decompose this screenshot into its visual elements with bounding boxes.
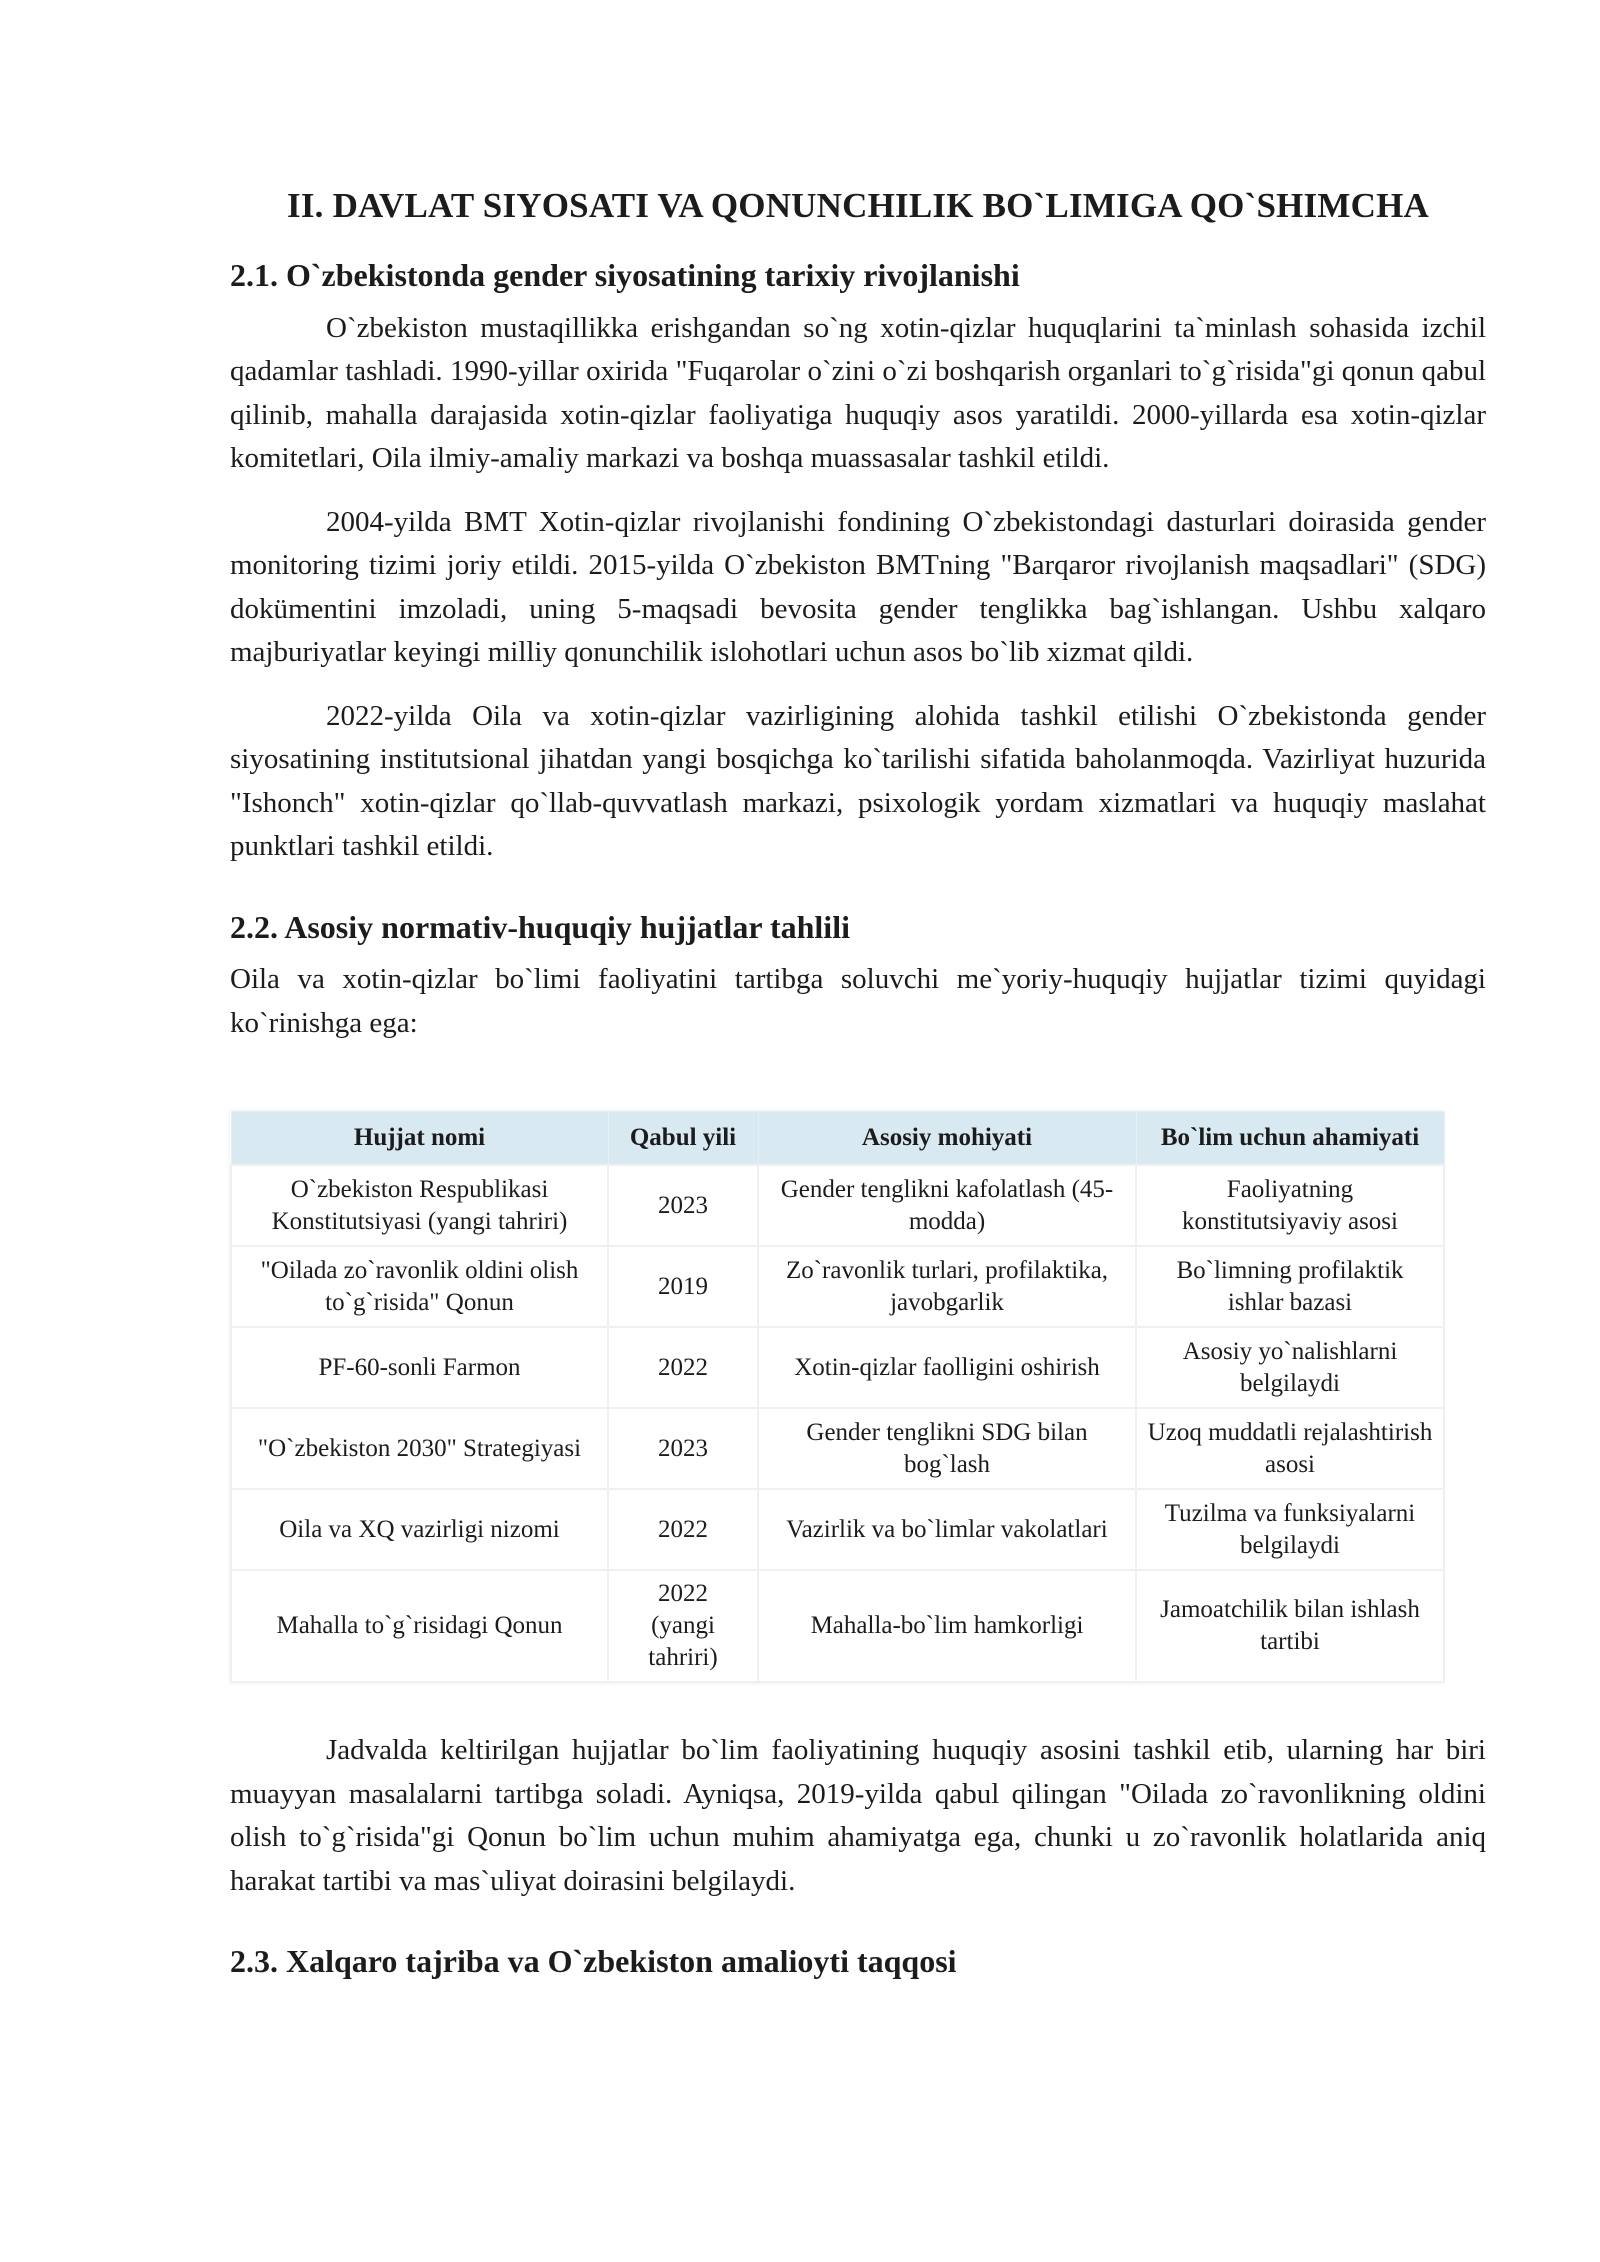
table-header-row xyxy=(231,1112,1444,1166)
paragraph: Jadvalda keltirilgan hujjatlar bo`lim faoliyatining huquqiy asosini tashkil etib, ularning har biri muayyan masalalarni tartibga soladi. Ayniqsa, 2019-yilda qabul qilingan "Oilada zo`ravonlikning oldini olish to`g`risida"gi Qonun bo`lim uchun muhim ahamiyatga ega, chunki u zo`ravonlik holatlarida aniq harakat tartibi va mas`uliyat doirasini belgilaydi. xyxy=(230,1734,1486,1897)
documents-table xyxy=(230,1111,1445,1683)
table-cell: "O`zbekiston 2030" Strategiyasi xyxy=(231,1408,608,1489)
table-cell: 2023 xyxy=(608,1408,758,1489)
column-header: Qabul yili xyxy=(608,1112,758,1166)
paragraph: 2004-yilda BMT Xotin-qizlar rivojlanishi fondining O`zbekistondagi dasturlari doirasida gender monitoring tizimi joriy etildi. 2015-yilda O`zbekiston BMTning "Barqaror rivojlanish maqsadlari" (SDG) dokümentini imzoladi, uning 5-maqsadi bevosita gender tenglikka bag`ishlangan. Ushbu xalqaro majburiyatlar keyingi milliy qonunchilik islohotlari uchun asos bo`lib xizmat qildi. xyxy=(230,505,1486,669)
document-title: II. DAVLAT SIYOSATI VA QONUNCHILIK BO`LIMIGA QO`SHIMCHA xyxy=(287,186,1429,225)
column-header: Hujjat nomi xyxy=(231,1112,608,1166)
table-row xyxy=(231,1489,1444,1570)
table-cell: 2019 xyxy=(608,1246,758,1327)
section-heading-2-1: 2.1. O`zbekistonda gender siyosatining tarixiy rivojlanishi xyxy=(230,257,1020,293)
table-cell: 2023 xyxy=(608,1165,758,1246)
table-cell: Faoliyatning konstitutsiyaviy asosi xyxy=(1136,1165,1444,1246)
table-cell: Bo`limning profilaktik ishlar bazasi xyxy=(1136,1246,1444,1327)
column-header: Bo`lim uchun ahamiyati xyxy=(1136,1112,1444,1166)
table-row xyxy=(231,1570,1444,1682)
table-row xyxy=(231,1246,1444,1327)
column-header: Asosiy mohiyati xyxy=(758,1112,1136,1166)
table-cell: Mahalla to`g`risidagi Qonun xyxy=(231,1570,608,1682)
table-cell: Jamoatchilik bilan ishlash tartibi xyxy=(1136,1570,1444,1682)
table-cell: Zo`ravonlik turlari, profilaktika, javobgarlik xyxy=(758,1246,1136,1327)
table-cell: Gender tenglikni kafolatlash (45-modda) xyxy=(758,1165,1136,1246)
paragraph: 2022-yilda Oila va xotin-qizlar vazirligining alohida tashkil etilishi O`zbekistonda gender siyosatining institutsional jihatdan yangi bosqichga ko`tarilishi sifatida baholanmoqda. Vazirliyat huzurida "Ishonch" xotin-qizlar qo`llab-quvvatlash markazi, psixologik yordam xizmatlari va huquqiy maslahat punktlari tashkil etildi. xyxy=(230,699,1486,863)
table-cell: Tuzilma va funksiyalarni belgilaydi xyxy=(1136,1489,1444,1570)
table-cell: Vazirlik va bo`limlar vakolatlari xyxy=(758,1489,1136,1570)
section-intro: Oila va xotin-qizlar bo`limi faoliyatini tartibga soluvchi me`yoriy-huquqiy hujjatlar tizimi quyidagi ko`rinishga ega: xyxy=(230,963,1486,1039)
paragraph: O`zbekiston mustaqillikka erishgandan so`ng xotin-qizlar huquqlarini ta`minlash sohasida izchil qadamlar tashladi. 1990-yillar oxirida "Fuqarolar o`zini o`zi boshqarish organlari to`g`risida"gi qonun qabul qilinib, mahalla darajasida xotin-qizlar faoliyatiga huquqiy asos yaratildi. 2000-yillarda esa xotin-qizlar komitetlari, Oila ilmiy-amaliy markazi va boshqa muassasalar tashkil etildi. xyxy=(230,311,1486,475)
table-row xyxy=(231,1408,1444,1489)
documents-table-container xyxy=(230,1111,1443,1683)
table-cell: Asosiy yo`nalishlarni belgilaydi xyxy=(1136,1327,1444,1408)
section-heading-2-3: 2.3. Xalqaro tajriba va O`zbekiston amalioyti taqqosi xyxy=(230,1943,957,1980)
section-heading-2-2: 2.2. Asosiy normativ-huquqiy hujjatlar tahlili xyxy=(230,908,850,945)
table-cell: 2022 xyxy=(608,1327,758,1408)
table-cell: Gender tenglikni SDG bilan bog`lash xyxy=(758,1408,1136,1489)
table-cell: Oila va XQ vazirligi nizomi xyxy=(231,1489,608,1570)
table-cell: 2022 (yangi tahriri) xyxy=(608,1570,758,1682)
table-cell: PF-60-sonli Farmon xyxy=(231,1327,608,1408)
table-cell: Uzoq muddatli rejalashtirish asosi xyxy=(1136,1408,1444,1489)
document-page xyxy=(230,185,1486,1993)
table-cell: Mahalla-bo`lim hamkorligi xyxy=(758,1570,1136,1682)
table-row xyxy=(231,1327,1444,1408)
table-cell: "Oilada zo`ravonlik oldini olish to`g`risida" Qonun xyxy=(231,1246,608,1327)
table-cell: O`zbekiston Respublikasi Konstitutsiyasi (yangi tahriri) xyxy=(231,1165,608,1246)
table-row xyxy=(231,1165,1444,1246)
table-cell: Xotin-qizlar faolligini oshirish xyxy=(758,1327,1136,1408)
table-cell: 2022 xyxy=(608,1489,758,1570)
